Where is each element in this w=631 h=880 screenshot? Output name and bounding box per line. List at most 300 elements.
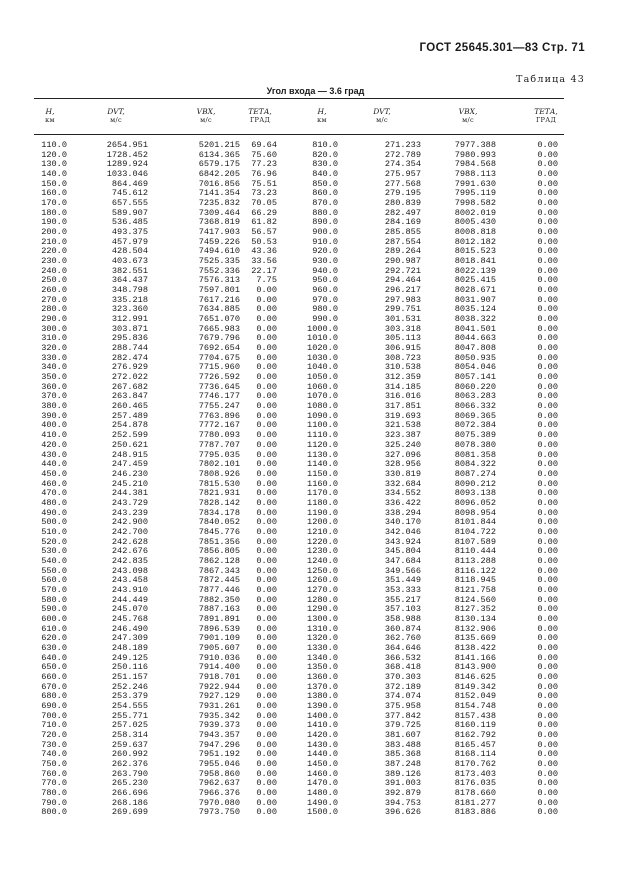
- table-cell: 1360.0: [307, 671, 338, 682]
- table-cell: 8138.422: [454, 642, 496, 653]
- table-cell: 7995.119: [454, 188, 496, 199]
- table-cell: 8087.274: [454, 468, 496, 479]
- table-cell: 251.157: [111, 671, 148, 682]
- table-cell: 8118.945: [454, 575, 496, 586]
- table-cell: 7665.983: [198, 323, 240, 334]
- table-cell: 8075.389: [454, 430, 496, 441]
- table-cell: 403.673: [111, 256, 148, 267]
- table-cell: 316.016: [384, 391, 421, 402]
- column-header: [516, 107, 576, 125]
- table-cell: 1000.0: [307, 323, 338, 334]
- table-cell: 257.025: [111, 720, 148, 731]
- table-cell: 8050.935: [454, 352, 496, 363]
- table-cell: 7726.592: [198, 372, 240, 383]
- table-cell: 630.0: [41, 642, 67, 653]
- table-cell: 245.070: [111, 604, 148, 615]
- table-cell: 8098.954: [454, 507, 496, 518]
- table-cell: 1220.0: [307, 536, 338, 547]
- table-cell: 0.00: [537, 526, 558, 537]
- table-cell: 254.555: [111, 700, 148, 711]
- table-cell: 670.0: [41, 681, 67, 692]
- table-cell: 8110.444: [454, 546, 496, 557]
- table-cell: 340.170: [384, 517, 421, 528]
- table-cell: 390.0: [41, 410, 67, 421]
- table-cell: 0.00: [537, 507, 558, 518]
- table-cell: 244.449: [111, 594, 148, 605]
- table-cell: 254.878: [111, 420, 148, 431]
- table-cell: 1350.0: [307, 662, 338, 673]
- table-cell: 0.00: [537, 149, 558, 160]
- table-cell: 61.82: [251, 217, 277, 228]
- table-cell: 7856.805: [198, 546, 240, 557]
- column-header-unit: км: [45, 116, 55, 124]
- table-cell: 600.0: [41, 613, 67, 624]
- table-cell: 0.00: [537, 652, 558, 663]
- table-cell: 7845.776: [198, 526, 240, 537]
- table-cell: 7597.801: [198, 285, 240, 296]
- table-cell: 7736.645: [198, 381, 240, 392]
- table-cell: 284.169: [384, 217, 421, 228]
- table-cell: 345.804: [384, 546, 421, 557]
- table-cell: 160.0: [41, 188, 67, 199]
- table-cell: 0.00: [537, 691, 558, 702]
- table-cell: 1010.0: [307, 333, 338, 344]
- table-cell: 8025.415: [454, 275, 496, 286]
- table-cell: 1410.0: [307, 720, 338, 731]
- table-cell: 1300.0: [307, 613, 338, 624]
- table-cell: 7958.860: [198, 768, 240, 779]
- column-header-name: DVT,: [107, 107, 125, 116]
- table-cell: 8057.141: [454, 372, 496, 383]
- column-header-name: H,: [317, 107, 327, 116]
- table-cell: 0.00: [256, 671, 277, 682]
- table-cell: 392.879: [384, 788, 421, 799]
- table-cell: 0.00: [256, 584, 277, 595]
- column-header-name: H,: [45, 107, 55, 116]
- table-cell: 7834.178: [198, 507, 240, 518]
- table-cell: 368.418: [384, 662, 421, 673]
- column-header: [86, 107, 146, 125]
- table-cell: 383.488: [384, 739, 421, 750]
- table-cell: 350.0: [41, 372, 67, 383]
- table-cell: 870.0: [312, 198, 338, 209]
- table-cell: 400.0: [41, 420, 67, 431]
- table-cell: 7417.903: [198, 227, 240, 238]
- table-cell: 0.00: [537, 788, 558, 799]
- table-cell: 0.00: [537, 323, 558, 334]
- table-cell: 1500.0: [307, 807, 338, 818]
- table-cell: 0.00: [537, 256, 558, 267]
- table-cell: 7787.707: [198, 439, 240, 450]
- table-cell: 0.00: [537, 671, 558, 682]
- table-cell: 248.189: [111, 642, 148, 653]
- table-cell: 8132.906: [454, 623, 496, 634]
- table-cell: 7998.582: [454, 198, 496, 209]
- table-cell: 300.0: [41, 323, 67, 334]
- table-cell: 7808.926: [198, 468, 240, 479]
- table-cell: 1380.0: [307, 691, 338, 702]
- table-cell: 0.00: [256, 565, 277, 576]
- table-cell: 0.00: [537, 294, 558, 305]
- table-cell: 242.676: [111, 546, 148, 557]
- table-cell: 312.991: [111, 314, 148, 325]
- table-cell: 720.0: [41, 729, 67, 740]
- table-cell: 0.00: [537, 749, 558, 760]
- table-cell: 349.566: [384, 565, 421, 576]
- table-cell: 7973.750: [198, 807, 240, 818]
- table-cell: 0.00: [537, 449, 558, 460]
- table-cell: 306.915: [384, 343, 421, 354]
- table-cell: 0.00: [537, 778, 558, 789]
- table-cell: 8015.523: [454, 246, 496, 257]
- table-cell: 0.00: [256, 468, 277, 479]
- table-cell: 0.00: [256, 546, 277, 557]
- table-cell: 7991.630: [454, 178, 496, 189]
- table-cell: 391.003: [384, 778, 421, 789]
- table-cell: 0.00: [537, 497, 558, 508]
- table-cell: 7988.113: [454, 169, 496, 180]
- table-cell: 335.218: [111, 294, 148, 305]
- table-cell: 8072.384: [454, 420, 496, 431]
- table-cell: 0.00: [537, 246, 558, 257]
- table-cell: 0.00: [537, 807, 558, 818]
- table-cell: 271.233: [384, 140, 421, 150]
- table-cell: 77.23: [251, 159, 277, 170]
- table-cell: 7840.052: [198, 517, 240, 528]
- table-cell: 255.771: [111, 710, 148, 721]
- table-cell: 1210.0: [307, 526, 338, 537]
- table-cell: 910.0: [312, 236, 338, 247]
- table-cell: 0.00: [256, 507, 277, 518]
- table-cell: 1230.0: [307, 546, 338, 557]
- table-cell: 8181.277: [454, 797, 496, 808]
- table-cell: 0.00: [256, 623, 277, 634]
- table-label: Таблица 43: [516, 74, 585, 85]
- table-cell: 8096.052: [454, 497, 496, 508]
- table-cell: 8028.671: [454, 285, 496, 296]
- table-cell: 342.046: [384, 526, 421, 537]
- column-header-unit: м/с: [376, 116, 388, 124]
- table-cell: 351.449: [384, 575, 421, 586]
- table-cell: 450.0: [41, 468, 67, 479]
- table-cell: 8018.841: [454, 256, 496, 267]
- table-cell: 66.29: [251, 207, 277, 218]
- table-cell: 510.0: [41, 526, 67, 537]
- table-cell: 580.0: [41, 594, 67, 605]
- table-cell: 1070.0: [307, 391, 338, 402]
- table-cell: 7016.856: [198, 178, 240, 189]
- table-cell: 0.00: [537, 420, 558, 431]
- table-cell: 0.00: [537, 352, 558, 363]
- table-cell: 8160.119: [454, 720, 496, 731]
- table-cell: 657.555: [111, 198, 148, 209]
- table-cell: 8149.342: [454, 681, 496, 692]
- table-cell: 6134.365: [198, 149, 240, 160]
- table-cell: 0.00: [256, 294, 277, 305]
- table-cell: 760.0: [41, 768, 67, 779]
- table-cell: 1020.0: [307, 343, 338, 354]
- table-cell: 620.0: [41, 633, 67, 644]
- table-cell: 730.0: [41, 739, 67, 750]
- table-cell: 327.096: [384, 449, 421, 460]
- table-cell: 303.318: [384, 323, 421, 334]
- table-cell: 7715.960: [198, 362, 240, 373]
- column-header-unit: м/с: [110, 116, 122, 124]
- table-cell: 303.871: [111, 323, 148, 334]
- table-cell: 660.0: [41, 671, 67, 682]
- table-cell: 364.646: [384, 642, 421, 653]
- table-cell: 8121.758: [454, 584, 496, 595]
- table-cell: 7525.335: [198, 256, 240, 267]
- table-cell: 0.00: [537, 410, 558, 421]
- table-cell: 275.957: [384, 169, 421, 180]
- table-cell: 7459.226: [198, 236, 240, 247]
- table-cell: 296.217: [384, 285, 421, 296]
- table-cell: 1190.0: [307, 507, 338, 518]
- table-cell: 1470.0: [307, 778, 338, 789]
- table-cell: 243.729: [111, 497, 148, 508]
- table-cell: 0.00: [537, 265, 558, 276]
- table-cell: 0.00: [537, 478, 558, 489]
- table-cell: 0.00: [256, 430, 277, 441]
- table-cell: 8116.122: [454, 565, 496, 576]
- table-cell: 8081.358: [454, 449, 496, 460]
- table-cell: 317.851: [384, 401, 421, 412]
- table-cell: 0.00: [256, 362, 277, 373]
- table-cell: 850.0: [312, 178, 338, 189]
- table-cell: 1180.0: [307, 497, 338, 508]
- table-cell: 0.00: [537, 623, 558, 634]
- table-cell: 8005.430: [454, 217, 496, 228]
- table-cell: 272.022: [111, 372, 148, 383]
- column-header-unit: ГРАД: [249, 116, 271, 124]
- table-cell: 900.0: [312, 227, 338, 238]
- table-cell: 1480.0: [307, 788, 338, 799]
- table-cell: 285.855: [384, 227, 421, 238]
- table-cell: 864.469: [111, 178, 148, 189]
- table-cell: 347.684: [384, 555, 421, 566]
- table-cell: 8041.501: [454, 323, 496, 334]
- table-cell: 0.00: [256, 555, 277, 566]
- table-cell: 292.721: [384, 265, 421, 276]
- table-cell: 360.874: [384, 623, 421, 634]
- table-cell: 0.00: [537, 304, 558, 315]
- table-cell: 33.56: [251, 256, 277, 267]
- table-cell: 343.924: [384, 536, 421, 547]
- table-cell: 247.309: [111, 633, 148, 644]
- table-cell: 0.00: [256, 652, 277, 663]
- table-cell: 7634.885: [198, 304, 240, 315]
- table-cell: 0.00: [256, 497, 277, 508]
- table-cell: 1110.0: [307, 430, 338, 441]
- table-cell: 7576.313: [198, 275, 240, 286]
- table-cell: 1400.0: [307, 710, 338, 721]
- left-dvt-column: [84, 141, 148, 818]
- table-cell: 0.00: [537, 372, 558, 383]
- table-cell: 0.00: [537, 613, 558, 624]
- table-cell: 0.00: [256, 323, 277, 334]
- table-cell: 0.00: [256, 488, 277, 499]
- table-cell: 8008.818: [454, 227, 496, 238]
- table-cell: 7494.610: [198, 246, 240, 257]
- table-cell: 7755.247: [198, 401, 240, 412]
- table-cell: 0.00: [537, 681, 558, 692]
- table-cell: 7617.216: [198, 294, 240, 305]
- table-cell: 220.0: [41, 246, 67, 257]
- page-header: ГОСТ 25645.301—83 Стр. 71: [419, 42, 585, 54]
- table-cell: 8127.352: [454, 604, 496, 615]
- table-cell: 0.00: [537, 178, 558, 189]
- table-cell: 940.0: [312, 265, 338, 276]
- table-cell: 470.0: [41, 488, 67, 499]
- table-cell: 266.696: [111, 788, 148, 799]
- table-cell: 710.0: [41, 720, 67, 731]
- table-cell: 0.00: [537, 633, 558, 644]
- table-cell: 8157.438: [454, 710, 496, 721]
- table-cell: 0.00: [537, 739, 558, 750]
- table-cell: 0.00: [256, 314, 277, 325]
- table-cell: 0.00: [256, 391, 277, 402]
- table-cell: 890.0: [312, 217, 338, 228]
- table-cell: 7552.336: [198, 265, 240, 276]
- table-cell: 0.00: [256, 304, 277, 315]
- table-cell: 170.0: [41, 198, 67, 209]
- table-cell: 0.00: [537, 759, 558, 769]
- column-header: [352, 107, 412, 125]
- table-cell: 7905.607: [198, 642, 240, 653]
- table-cell: 8031.907: [454, 294, 496, 305]
- table-cell: 353.333: [384, 584, 421, 595]
- table-cell: 750.0: [41, 759, 67, 769]
- table-cell: 0.00: [256, 739, 277, 750]
- table-cell: 410.0: [41, 430, 67, 441]
- table-cell: 7.75: [256, 275, 277, 286]
- table-cell: 7851.356: [198, 536, 240, 547]
- table-cell: 0.00: [256, 536, 277, 547]
- table-cell: 253.379: [111, 691, 148, 702]
- table-cell: 7235.832: [198, 198, 240, 209]
- table-cell: 7955.046: [198, 759, 240, 769]
- table-cell: 150.0: [41, 178, 67, 189]
- table-cell: 0.00: [256, 759, 277, 769]
- table-cell: 289.264: [384, 246, 421, 257]
- table-cell: 370.303: [384, 671, 421, 682]
- table-cell: 8113.288: [454, 555, 496, 566]
- table-cell: 7877.446: [198, 584, 240, 595]
- table-cell: 7746.177: [198, 391, 240, 402]
- left-h-column: [34, 141, 67, 818]
- table-cell: 7704.675: [198, 352, 240, 363]
- table-cell: 330.819: [384, 468, 421, 479]
- table-cell: 0.00: [537, 140, 558, 150]
- table-cell: 0.00: [537, 546, 558, 557]
- table-cell: 0.00: [256, 788, 277, 799]
- table-cell: 305.113: [384, 333, 421, 344]
- table-cell: 8146.625: [454, 671, 496, 682]
- table-cell: 319.693: [384, 410, 421, 421]
- table-cell: 0.00: [537, 439, 558, 450]
- table-cell: 265.230: [111, 778, 148, 789]
- table-cell: 0.00: [537, 594, 558, 605]
- table-cell: 970.0: [312, 294, 338, 305]
- table-cell: 830.0: [312, 159, 338, 170]
- table-cell: 8012.182: [454, 236, 496, 247]
- table-cell: 295.836: [111, 333, 148, 344]
- table-cell: 0.00: [256, 594, 277, 605]
- table-cell: 394.753: [384, 797, 421, 808]
- table-cell: 290.987: [384, 256, 421, 267]
- table-cell: 287.554: [384, 236, 421, 247]
- table-cell: 267.682: [111, 381, 148, 392]
- column-header: [176, 107, 236, 125]
- table-cell: 8141.166: [454, 652, 496, 663]
- table-cell: 1420.0: [307, 729, 338, 740]
- table-cell: 880.0: [312, 207, 338, 218]
- table-cell: 820.0: [312, 149, 338, 160]
- table-cell: 7815.530: [198, 478, 240, 489]
- table-cell: 250.116: [111, 662, 148, 673]
- table-cell: 8035.124: [454, 304, 496, 315]
- table-cell: 0.00: [256, 410, 277, 421]
- table-cell: 8002.019: [454, 207, 496, 218]
- table-cell: 8135.669: [454, 633, 496, 644]
- table-cell: 0.00: [537, 468, 558, 479]
- table-cell: 8143.900: [454, 662, 496, 673]
- right-teta-column: [530, 141, 558, 818]
- table-cell: 8022.139: [454, 265, 496, 276]
- table-cell: 8066.332: [454, 401, 496, 412]
- table-cell: 7931.261: [198, 700, 240, 711]
- table-cell: 1460.0: [307, 768, 338, 779]
- table-cell: 73.23: [251, 188, 277, 199]
- table-cell: 0.00: [537, 642, 558, 653]
- table-cell: 0.00: [537, 169, 558, 180]
- table-cell: 366.532: [384, 652, 421, 663]
- table-cell: 7977.388: [454, 140, 496, 150]
- table-cell: 297.983: [384, 294, 421, 305]
- table-cell: 245.768: [111, 613, 148, 624]
- table-cell: 301.531: [384, 314, 421, 325]
- table-cell: 290.0: [41, 314, 67, 325]
- table-cell: 430.0: [41, 449, 67, 460]
- table-cell: 1100.0: [307, 420, 338, 431]
- table-cell: 396.626: [384, 807, 421, 818]
- table-cell: 7922.944: [198, 681, 240, 692]
- table-cell: 1160.0: [307, 478, 338, 489]
- table-cell: 680.0: [41, 691, 67, 702]
- table-cell: 1120.0: [307, 439, 338, 450]
- table-cell: 7872.445: [198, 575, 240, 586]
- table-cell: 0.00: [256, 401, 277, 412]
- column-header: [20, 107, 80, 125]
- table-cell: 0.00: [256, 613, 277, 624]
- table-cell: 7980.993: [454, 149, 496, 160]
- table-cell: 0.00: [537, 700, 558, 711]
- table-cell: 0.00: [256, 352, 277, 363]
- table-cell: 7966.376: [198, 788, 240, 799]
- table-cell: 69.64: [251, 140, 277, 150]
- table-cell: 110.0: [41, 140, 67, 150]
- table-cell: 7910.036: [198, 652, 240, 663]
- table-cell: 372.189: [384, 681, 421, 692]
- table-cell: 950.0: [312, 275, 338, 286]
- table-cell: 1280.0: [307, 594, 338, 605]
- table-cell: 244.381: [111, 488, 148, 499]
- table-cell: 8154.748: [454, 700, 496, 711]
- table-cell: 280.0: [41, 304, 67, 315]
- table-cell: 364.437: [111, 275, 148, 286]
- table-cell: 0.00: [537, 236, 558, 247]
